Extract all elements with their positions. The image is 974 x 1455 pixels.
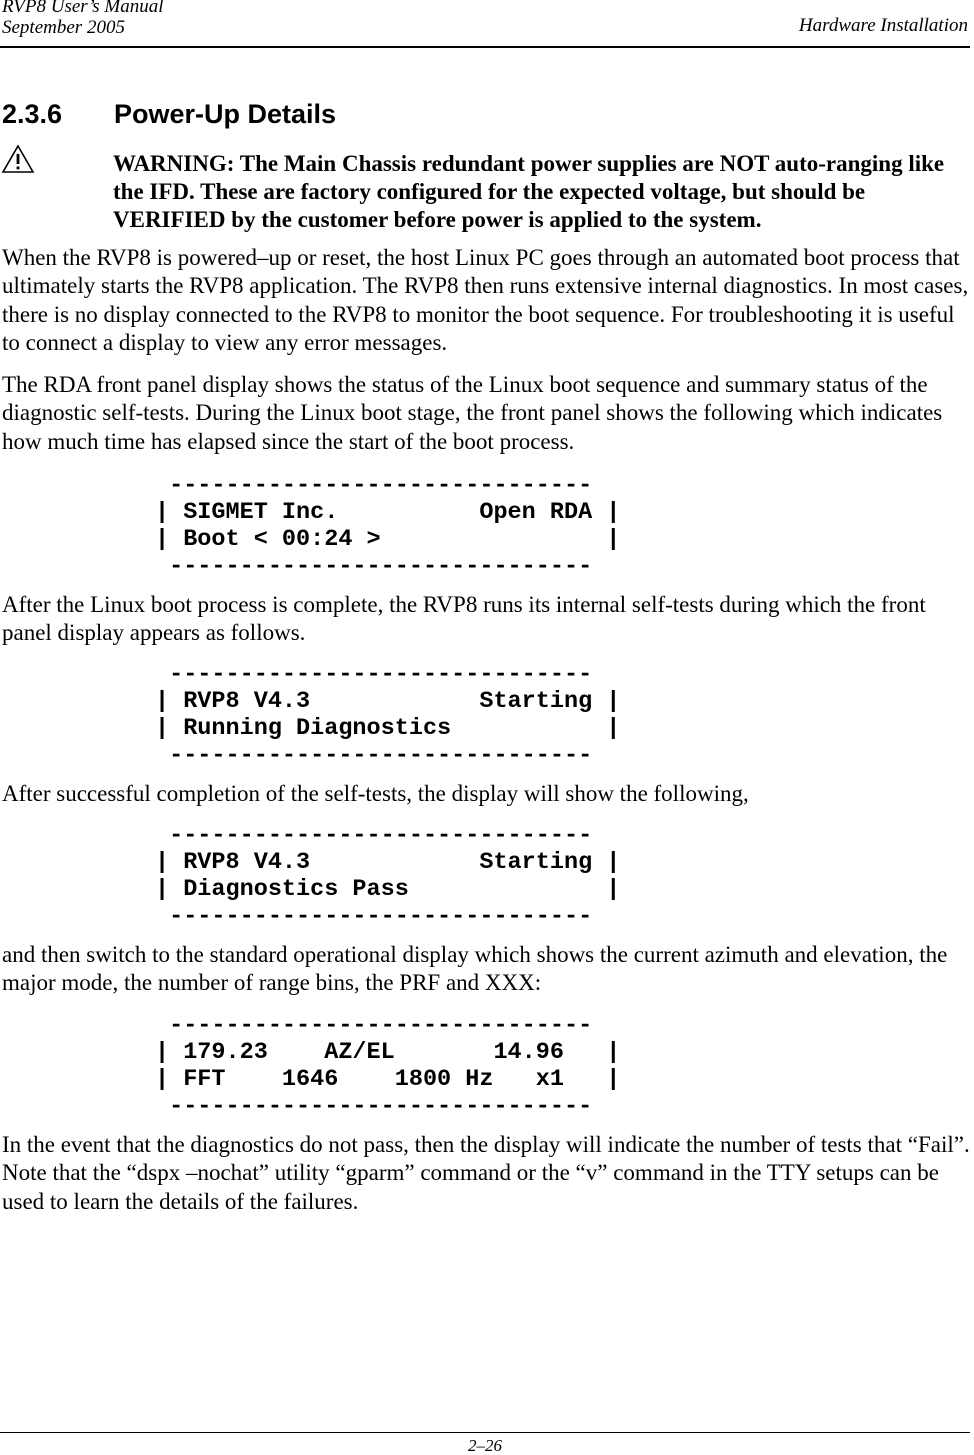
display-boot [155,472,620,580]
display-line-1: | 179.23 AZ/EL 14.96 | [155,1039,621,1066]
warning-text: WARNING: The Main Chassis redundant power supplies are NOT auto-ranging like the IFD. These are factory configured for the expected voltage, but should be VERIFIED by the customer before power is applied to the system. [113,151,945,232]
display-line-1: | RVP8 V4.3 Starting | [155,688,621,715]
display-border-bottom: ------------------------------ [155,903,593,930]
warning-triangle-icon [1,144,35,174]
paragraph-failures: In the event that the diagnostics do not pass, then the display will indicate the number of tests that “Fail”. Note that the “dspx –nochat” utility “gparm” command or the “v” command in the TTY setups can be used to learn the details of the failures. [2,1132,970,1214]
display-border-top: ------------------------------ [155,661,593,688]
display-line-2: | Boot < 00:24 > | [155,526,621,553]
section-title: Power-Up Details [114,99,337,129]
section-number: 2.3.6 [2,99,63,129]
display-line-1: | RVP8 V4.3 Starting | [155,849,621,876]
paragraph-completion: After successful completion of the self-tests, the display will show the following, [2,781,749,806]
section-heading [2,98,336,130]
footer-rule [0,1432,970,1433]
display-border-bottom: ------------------------------ [155,1093,593,1120]
display-border-top: ------------------------------ [155,1012,593,1039]
manual-date: September 2005 [2,17,125,38]
page-header [0,0,970,48]
paragraph-self-tests: After the Linux boot process is complete, the RVP8 runs its internal self-tests during which the front panel display appears as follows. [2,592,926,646]
paragraph-front-panel: The RDA front panel display shows the status of the Linux boot sequence and summary status of the diagnostic self-tests. During the Linux boot stage, the front panel shows the following which indicates how much time has elapsed since the start of the boot process. [2,372,943,454]
display-border-bottom: ------------------------------ [155,742,593,769]
display-line-2: | Diagnostics Pass | [155,876,621,903]
display-border-bottom: ------------------------------ [155,553,593,580]
paragraph-operational: and then switch to the standard operational display which shows the current azimuth and elevation, the major mode, the number of range bins, the PRF and XXX: [2,942,948,996]
display-border-top: ------------------------------ [155,472,593,499]
display-line-2: | FFT 1646 1800 Hz x1 | [155,1066,621,1093]
display-line-2: | Running Diagnostics | [155,715,621,742]
display-border-top: ------------------------------ [155,822,593,849]
display-diagnostics-pass [155,822,620,930]
display-operational [155,1012,620,1120]
manual-title: RVP8 User’s Manual [2,0,164,17]
page-number: 2–26 [468,1436,502,1455]
paragraph-boot-process: When the RVP8 is powered–up or reset, the host Linux PC goes through an automated boot process that ultimately starts the RVP8 application. The RVP8 then runs extensive internal diagnostics. In most cases, there is no display connected to the RVP8 to monitor the boot sequence. For troubleshooting it is useful to connect a display to view any error messages. [2,245,969,355]
chapter-title: Hardware Installation [798,15,968,36]
display-running-diagnostics [155,661,620,769]
header-left [2,0,164,38]
display-line-1: | SIGMET Inc. Open RDA | [155,499,621,526]
